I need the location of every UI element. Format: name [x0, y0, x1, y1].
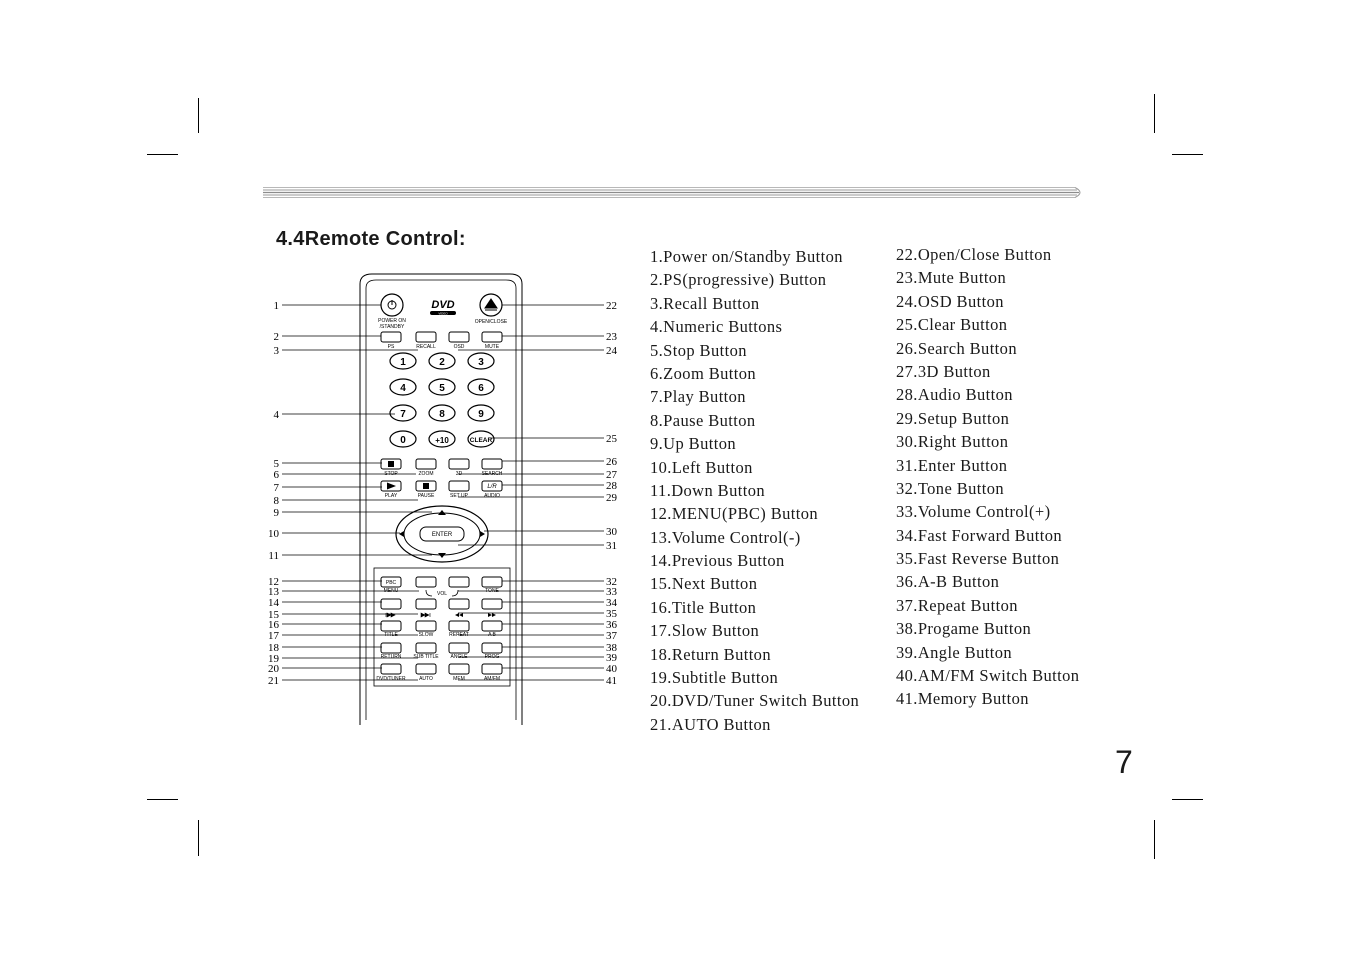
list-item: 21.AUTO Button: [650, 714, 771, 734]
standby-label: /STANDBY: [379, 324, 405, 330]
dvd-tuner-label: DVD/TUNER: [376, 676, 406, 682]
list-item: 10.Left Button: [650, 457, 753, 477]
crop-mark-bottom-left-horizontal: [147, 799, 178, 800]
num-label-9: 9: [478, 409, 484, 420]
open-close-label: OPEN/CLOSE: [474, 319, 508, 325]
callout-number-20: 20: [268, 663, 279, 675]
3d-label: 3D: [455, 471, 463, 477]
pause-label: PAUSE: [417, 493, 435, 499]
vol-minus-button: [416, 577, 436, 587]
rev-button: [449, 599, 469, 609]
num-label-5: 5: [439, 383, 445, 394]
list-item: 20.DVD/Tuner Switch Button: [650, 691, 860, 711]
search-label: SEARCH: [481, 471, 503, 477]
callout-number-11: 11: [268, 550, 279, 562]
angle-button: [449, 643, 469, 653]
num-label-7: 7: [400, 409, 406, 420]
callout-number-5: 5: [273, 458, 279, 470]
callout-number-37: 37: [606, 630, 617, 642]
callout-number-29: 29: [606, 492, 617, 504]
return-button: [381, 643, 401, 653]
callout-number-39: 39: [606, 652, 617, 664]
crop-mark-bottom-left-vertical: [198, 820, 199, 856]
callout-number-12: 12: [268, 576, 279, 588]
stop-label: STOP: [384, 471, 398, 477]
callout-number-22: 22: [606, 300, 617, 312]
num-label-6: 6: [478, 383, 484, 394]
callout-number-8: 8: [273, 495, 279, 507]
slow-button: [416, 621, 436, 631]
list-item: 4.Numeric Buttons: [650, 317, 783, 337]
list-item: 17.Slow Button: [650, 621, 760, 641]
prev-icon: [386, 613, 395, 617]
callout-number-38: 38: [606, 642, 617, 654]
page-number: 7: [1115, 744, 1133, 780]
list-item: 34.Fast Forward Button: [896, 525, 1063, 545]
menu-label: MENU: [383, 588, 399, 594]
callout-number-23: 23: [606, 331, 617, 343]
callout-number-1: 1: [273, 300, 279, 312]
callout-number-10: 10: [268, 528, 279, 540]
list-item: 31.Enter Button: [896, 455, 1008, 475]
vol-label: VOL: [436, 591, 448, 597]
callout-number-21: 21: [268, 675, 279, 687]
callout-number-27: 27: [606, 469, 617, 481]
list-item: 8.Pause Button: [650, 410, 756, 430]
pause-icon: [423, 483, 429, 489]
callout-number-25: 25: [606, 433, 617, 445]
callout-number-28: 28: [606, 480, 617, 492]
ps-button: [381, 332, 401, 342]
callout-number-4: 4: [273, 409, 279, 421]
zoom-button: [416, 459, 436, 469]
repeat-button: [449, 621, 469, 631]
auto-label: AUTO: [419, 676, 433, 682]
amfm-button: [482, 664, 502, 674]
list-item: 32.Tone Button: [896, 478, 1005, 498]
subtitle-button: [416, 643, 436, 653]
tone-label: TONE: [485, 588, 499, 594]
power-label: POWER ON: [378, 318, 406, 324]
list-item: 5.Stop Button: [650, 340, 747, 360]
num-label-2: 2: [439, 357, 445, 368]
callout-number-13: 13: [268, 586, 279, 598]
enter-label: ENTER: [431, 532, 453, 538]
section-title: 4.4Remote Control:: [276, 228, 466, 250]
title-button: [381, 621, 401, 631]
callout-number-31: 31: [606, 540, 617, 552]
num-label-4: 4: [400, 383, 406, 394]
callout-number-33: 33: [606, 586, 617, 598]
list-item: 13.Volume Control(-): [650, 527, 801, 547]
rev-icon: [455, 613, 463, 617]
list-item: 15.Next Button: [650, 574, 758, 594]
crop-mark-top-right-vertical: [1154, 94, 1155, 133]
list-item: 33.Volume Control(+): [896, 502, 1051, 522]
callout-number-9: 9: [273, 507, 279, 519]
callout-number-34: 34: [606, 597, 617, 609]
list-item: 11.Down Button: [650, 480, 765, 500]
slow-label: SLOW: [418, 632, 434, 638]
list-item: 41.Memory Button: [896, 689, 1029, 709]
callout-number-14: 14: [268, 597, 279, 609]
callout-number-18: 18: [268, 642, 279, 654]
num-label-3: 3: [478, 357, 484, 368]
3d-button: [449, 459, 469, 469]
audio-label: AUDIO: [484, 493, 500, 499]
button-list-right: [896, 243, 1079, 711]
crop-mark-top-left-vertical: [198, 98, 199, 133]
mute-button: [482, 332, 502, 342]
list-item: 35.Fast Reverse Button: [896, 549, 1060, 569]
num-label-8: 8: [439, 409, 445, 420]
callout-number-15: 15: [268, 609, 279, 621]
list-item: 16.Title Button: [650, 597, 757, 617]
callout-number-40: 40: [606, 663, 617, 675]
osd-button: [449, 332, 469, 342]
mute-label: MUTE: [484, 344, 500, 350]
list-item: 26.Search Button: [896, 338, 1017, 358]
callout-number-6: 6: [273, 469, 279, 481]
ff-icon: [488, 613, 496, 617]
callout-number-36: 36: [606, 619, 617, 631]
list-item: 23.Mute Button: [896, 268, 1007, 288]
list-item: 14.Previous Button: [650, 551, 785, 571]
ab-button: [482, 621, 502, 631]
setup-button: [449, 481, 469, 491]
list-item: 12.MENU(PBC) Button: [650, 504, 819, 524]
lr-label: L/R: [487, 484, 497, 490]
list-item: 9.Up Button: [650, 434, 736, 454]
prog-label: PROG: [484, 654, 500, 660]
list-item: 22.Open/Close Button: [896, 245, 1052, 264]
callout-number-24: 24: [606, 345, 617, 357]
num-label-plus10: +10: [435, 436, 449, 445]
callout-number-32: 32: [606, 576, 617, 588]
dvd-logo: DVD: [431, 299, 455, 311]
amfm-label: AM/FM: [483, 676, 501, 682]
list-item: 25.Clear Button: [896, 315, 1008, 335]
osd-label: OSD: [453, 344, 465, 350]
list-item: 39.Angle Button: [896, 642, 1012, 662]
header-rule: [263, 186, 1086, 199]
crop-mark-bottom-right-vertical: [1154, 820, 1155, 859]
recall-label: RECALL: [416, 344, 436, 350]
mem-button: [449, 664, 469, 674]
remote-control-diagram: [262, 270, 632, 730]
pbc-label: PBC: [385, 580, 397, 586]
list-item: 2.PS(progressive) Button: [650, 270, 827, 290]
repeat-label: REPEAT: [449, 632, 469, 638]
zoom-label: ZOOM: [418, 471, 434, 477]
list-item: 19.Subtitle Button: [650, 668, 779, 688]
crop-mark-top-left-horizontal: [147, 154, 178, 155]
angle-label: ANGLE: [450, 654, 468, 660]
subtitle-label: SUB TITLE: [413, 654, 439, 660]
title-label: TITLE: [384, 632, 398, 638]
callout-number-16: 16: [268, 619, 279, 631]
search-button: [482, 459, 502, 469]
list-item: 27.3D Button: [896, 361, 991, 381]
prog-button: [482, 643, 502, 653]
callout-number-2: 2: [273, 331, 279, 343]
return-label: RETURN: [380, 654, 402, 660]
list-item: 36.A-B Button: [896, 572, 1000, 592]
mem-label: MEM: [453, 676, 465, 682]
list-item: 37.Repeat Button: [896, 595, 1018, 615]
callout-number-7: 7: [273, 482, 279, 494]
recall-button: [416, 332, 436, 342]
tone-button: [482, 577, 502, 587]
vol-plus-button: [449, 577, 469, 587]
callout-number-35: 35: [606, 608, 617, 620]
list-item: 7.Play Button: [650, 387, 746, 407]
dvd-logo-sub: VIDEO: [438, 311, 448, 316]
list-item: 3.Recall Button: [650, 293, 760, 313]
list-item: 30.Right Button: [896, 432, 1009, 452]
callout-number-3: 3: [273, 345, 279, 357]
callout-number-41: 41: [606, 675, 617, 687]
num-label-1: 1: [400, 357, 406, 368]
setup-label: SET UP: [450, 493, 468, 499]
list-item: 29.Setup Button: [896, 408, 1010, 428]
clear-label: CLEAR: [469, 437, 493, 444]
next-icon: [421, 613, 430, 617]
callout-number-26: 26: [606, 456, 617, 468]
callout-number-19: 19: [268, 653, 279, 665]
list-item: 38.Progame Button: [896, 619, 1032, 639]
auto-button: [416, 664, 436, 674]
prev-button: [381, 599, 401, 609]
list-item: 28.Audio Button: [896, 385, 1013, 405]
ff-button: [482, 599, 502, 609]
ab-label: A B: [488, 632, 496, 638]
next-button: [416, 599, 436, 609]
crop-mark-bottom-right-horizontal: [1172, 799, 1203, 800]
list-item: 24.OSD Button: [896, 291, 1004, 311]
crop-mark-top-right-horizontal: [1172, 154, 1203, 155]
callout-number-17: 17: [268, 630, 279, 642]
play-label: PLAY: [384, 493, 398, 499]
list-item: 40.AM/FM Switch Button: [896, 666, 1080, 686]
list-item: 6.Zoom Button: [650, 363, 757, 383]
dvd-tuner-button: [381, 664, 401, 674]
ps-label: PS: [387, 344, 395, 350]
list-item: 1.Power on/Standby Button: [650, 247, 843, 266]
stop-icon: [388, 461, 394, 467]
button-list-left: [650, 245, 859, 736]
list-item: 18.Return Button: [650, 644, 771, 664]
callout-number-30: 30: [606, 526, 617, 538]
num-label-0: 0: [400, 435, 406, 446]
